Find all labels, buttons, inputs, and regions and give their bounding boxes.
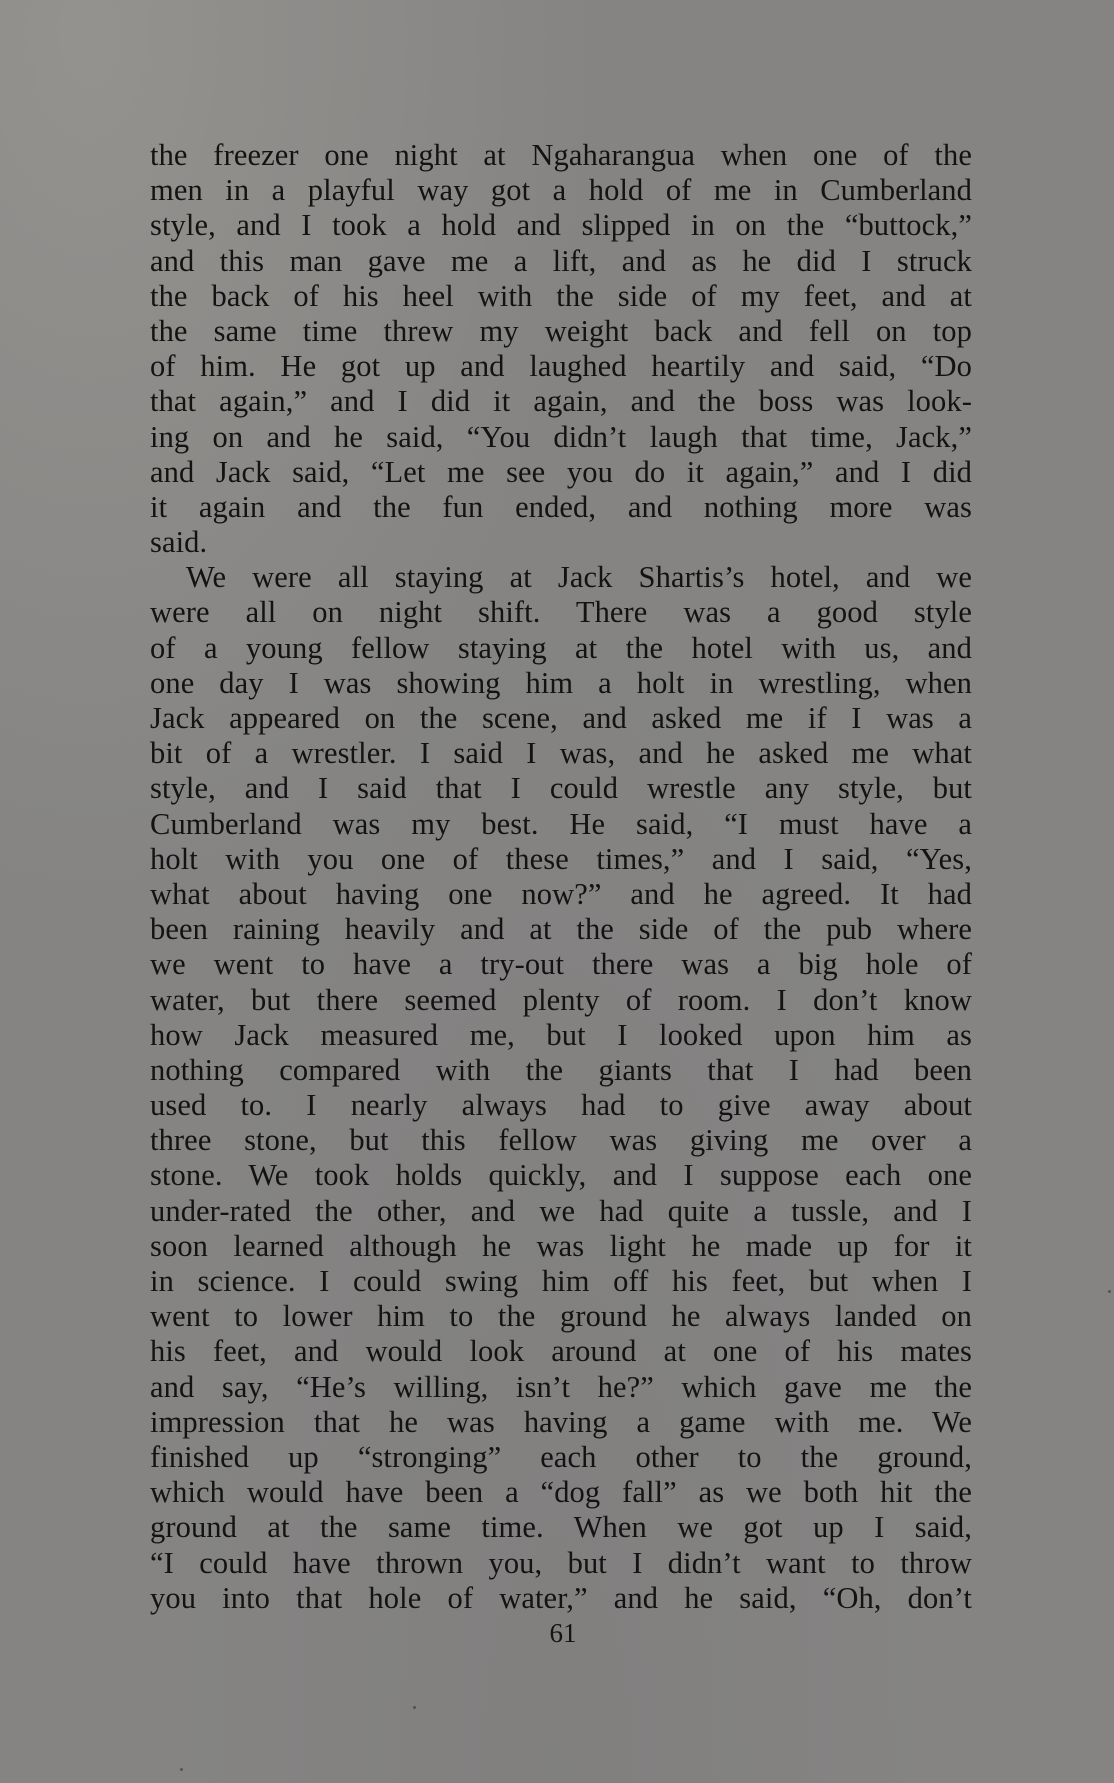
text-line: went to lower him to the ground he always landed on bbox=[150, 1299, 972, 1334]
text-line: the back of his heel with the side of my feet, and at bbox=[150, 278, 972, 313]
paper-speck bbox=[180, 1768, 183, 1771]
text-line: been raining heavily and at the side of the pub where bbox=[150, 912, 972, 947]
text-line: said. bbox=[150, 525, 208, 560]
page-number: 61 bbox=[549, 1618, 577, 1648]
text-line: impression that he was having a game with me. We bbox=[150, 1404, 972, 1439]
text-line: the freezer one night at Ngaharangua when one of the bbox=[150, 138, 972, 172]
text-line: Cumberland was my best. He said, “I must have a bbox=[150, 806, 972, 841]
text-line: it again and the fun ended, and nothing more was bbox=[150, 489, 972, 524]
text-line: soon learned although he was light he made up for it bbox=[150, 1228, 972, 1263]
paper-speck bbox=[1108, 1290, 1111, 1293]
body-text bbox=[150, 138, 972, 1616]
text-line: style, and I took a hold and slipped in on the “buttock,” bbox=[150, 208, 972, 243]
text-line: of a young fellow staying at the hotel with us, and bbox=[150, 630, 972, 665]
text-line: that again,” and I did it again, and the boss was look- bbox=[150, 384, 972, 419]
text-line: finished up “stronging” each other to the ground, bbox=[150, 1439, 972, 1474]
text-line: how Jack measured me, but I looked upon him as bbox=[150, 1017, 972, 1052]
text-line: and say, “He’s willing, isn’t he?” which gave me the bbox=[150, 1369, 972, 1404]
text-line: used to. I nearly always had to give away about bbox=[150, 1088, 972, 1123]
text-line: ing on and he said, “You didn’t laugh that time, Jack,” bbox=[150, 419, 972, 454]
text-line: you into that hole of water,” and he said, “Oh, don’t bbox=[150, 1580, 972, 1615]
text-line: what about having one now?” and he agreed. It had bbox=[150, 876, 972, 911]
text-line: style, and I said that I could wrestle any style, but bbox=[150, 771, 972, 806]
text-line: under-rated the other, and we had quite a tussle, and I bbox=[150, 1193, 972, 1228]
text-line: ground at the same time. When we got up I said, bbox=[150, 1510, 972, 1545]
text-line: and this man gave me a lift, and as he did I struck bbox=[150, 243, 972, 278]
text-line: water, but there seemed plenty of room. I don’t know bbox=[150, 982, 972, 1017]
text-line: holt with you one of these times,” and I said, “Yes, bbox=[150, 841, 972, 876]
text-line: bit of a wrestler. I said I was, and he asked me what bbox=[150, 736, 972, 771]
text-line: men in a playful way got a hold of me in Cumberland bbox=[150, 173, 972, 208]
text-line: nothing compared with the giants that I had been bbox=[150, 1052, 972, 1087]
text-line: which would have been a “dog fall” as we both hit the bbox=[150, 1475, 972, 1510]
text-line: of him. He got up and laughed heartily and said, “Do bbox=[150, 349, 972, 384]
text-line: in science. I could swing him off his feet, but when I bbox=[150, 1264, 972, 1298]
text-line: we went to have a try-out there was a big hole of bbox=[150, 947, 972, 982]
text-line: one day I was showing him a holt in wrestling, when bbox=[150, 665, 972, 700]
text-line: three stone, but this fellow was giving me over a bbox=[150, 1123, 972, 1158]
text-line: his feet, and would look around at one of his mates bbox=[150, 1334, 972, 1369]
text-line: Jack appeared on the scene, and asked me if I was a bbox=[150, 701, 972, 735]
paper-speck bbox=[413, 1706, 416, 1709]
text-line: “I could have thrown you, but I didn’t want to throw bbox=[150, 1545, 972, 1580]
text-line: and Jack said, “Let me see you do it again,” and I did bbox=[150, 454, 972, 489]
text-line: stone. We took holds quickly, and I suppose each one bbox=[150, 1158, 972, 1193]
text-line: were all on night shift. There was a good style bbox=[150, 595, 972, 630]
paragraph-start-line: We were all staying at Jack Shartis’s hotel, and we bbox=[186, 560, 972, 595]
text-line: the same time threw my weight back and fell on top bbox=[150, 313, 972, 348]
